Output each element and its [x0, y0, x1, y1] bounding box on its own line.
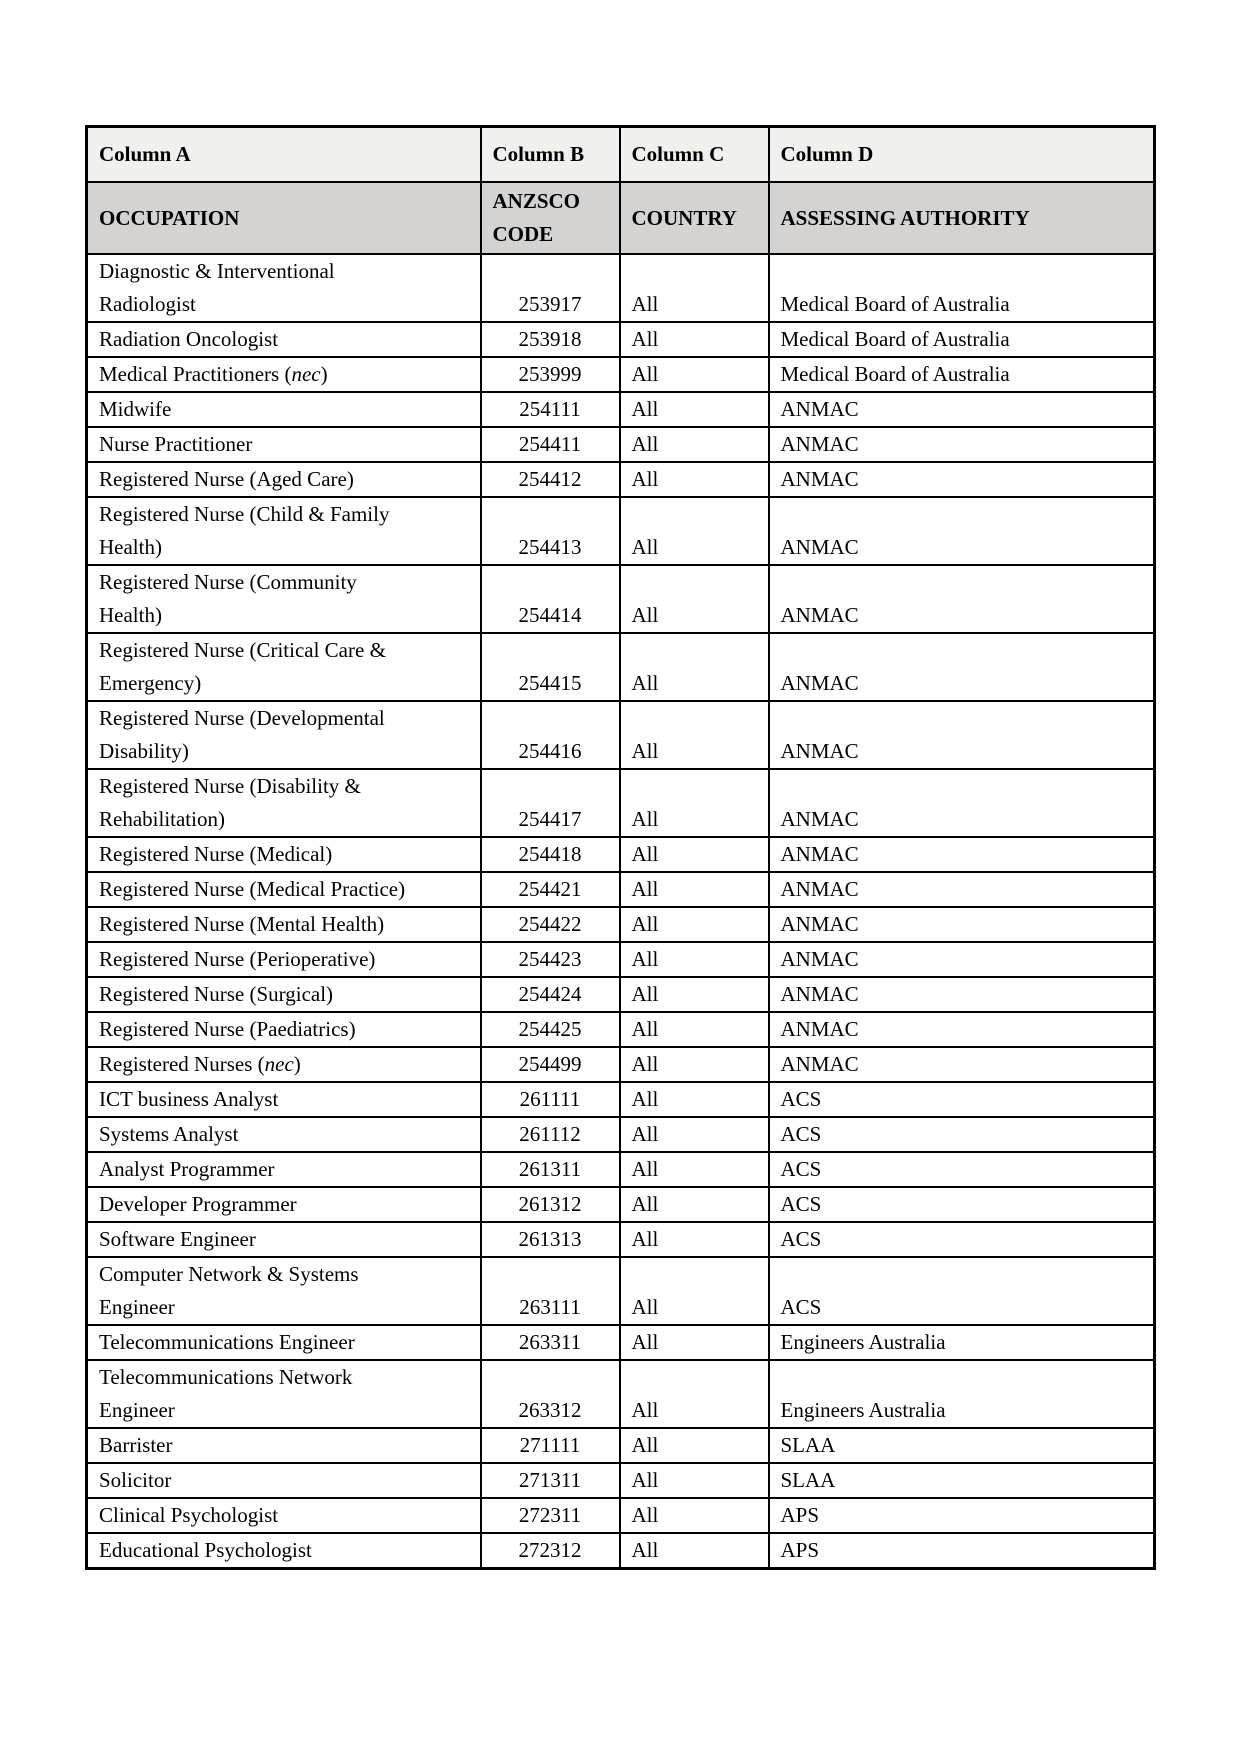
table-row [87, 1360, 1155, 1428]
table-row [87, 1498, 1155, 1533]
assessing-authority-header: ASSESSING AUTHORITY [769, 182, 1155, 254]
country-cell: All [620, 497, 769, 565]
country-cell: All [620, 427, 769, 462]
table-row [87, 907, 1155, 942]
occupation-cell: Registered Nurse (Disability & Rehabilitation) [87, 769, 481, 837]
occupation-cell: Registered Nurse (Perioperative) [87, 942, 481, 977]
occupation-cell: Registered Nurse (Medical Practice) [87, 872, 481, 907]
table-row [87, 427, 1155, 462]
occupation-cell: Registered Nurse (Aged Care) [87, 462, 481, 497]
authority-cell: ANMAC [769, 462, 1155, 497]
table-row [87, 977, 1155, 1012]
occupation-cell: Nurse Practitioner [87, 427, 481, 462]
anzsco-code-cell: 271111 [481, 1428, 620, 1463]
occupation-cell: Registered Nurse (Community Health) [87, 565, 481, 633]
anzsco-code-cell: 254417 [481, 769, 620, 837]
column-d-label: Column D [769, 127, 1155, 183]
table-body [87, 254, 1155, 1569]
country-cell: All [620, 322, 769, 357]
authority-cell: ANMAC [769, 565, 1155, 633]
country-cell: All [620, 254, 769, 322]
column-label-row [87, 127, 1155, 183]
anzsco-code-cell: 263312 [481, 1360, 620, 1428]
occupation-header: OCCUPATION [87, 182, 481, 254]
authority-cell: ACS [769, 1152, 1155, 1187]
occupation-cell: Developer Programmer [87, 1187, 481, 1222]
occupation-cell: Midwife [87, 392, 481, 427]
authority-cell: ANMAC [769, 392, 1155, 427]
country-cell: All [620, 1360, 769, 1428]
anzsco-code-cell: 263311 [481, 1325, 620, 1360]
table-row [87, 1463, 1155, 1498]
country-cell: All [620, 1533, 769, 1569]
anzsco-code-cell: 254425 [481, 1012, 620, 1047]
occupation-cell: Software Engineer [87, 1222, 481, 1257]
anzsco-code-cell: 263111 [481, 1257, 620, 1325]
table-row [87, 1012, 1155, 1047]
anzsco-code-cell: 254424 [481, 977, 620, 1012]
occupation-cell: Registered Nurse (Medical) [87, 837, 481, 872]
country-cell: All [620, 769, 769, 837]
occupation-cell: Clinical Psychologist [87, 1498, 481, 1533]
occupation-cell: Analyst Programmer [87, 1152, 481, 1187]
anzsco-code-header: ANZSCO CODE [481, 182, 620, 254]
occupation-cell: ICT business Analyst [87, 1082, 481, 1117]
country-cell: All [620, 907, 769, 942]
occupation-cell: Registered Nurse (Paediatrics) [87, 1012, 481, 1047]
table-row [87, 769, 1155, 837]
table-row [87, 392, 1155, 427]
authority-cell: Medical Board of Australia [769, 357, 1155, 392]
country-cell: All [620, 633, 769, 701]
table-row [87, 1047, 1155, 1082]
table-row [87, 1152, 1155, 1187]
authority-cell: ANMAC [769, 701, 1155, 769]
country-cell: All [620, 1498, 769, 1533]
occupation-cell: Telecommunications Engineer [87, 1325, 481, 1360]
anzsco-code-cell: 272311 [481, 1498, 620, 1533]
authority-cell: SLAA [769, 1428, 1155, 1463]
anzsco-code-cell: 253917 [481, 254, 620, 322]
table-row [87, 1117, 1155, 1152]
authority-cell: ANMAC [769, 837, 1155, 872]
authority-cell: ANMAC [769, 497, 1155, 565]
country-cell: All [620, 1257, 769, 1325]
country-cell: All [620, 1428, 769, 1463]
table-row [87, 701, 1155, 769]
authority-cell: Medical Board of Australia [769, 322, 1155, 357]
authority-cell: ANMAC [769, 427, 1155, 462]
table-row [87, 357, 1155, 392]
country-cell: All [620, 1082, 769, 1117]
table-row [87, 565, 1155, 633]
occupation-cell: Registered Nurse (Mental Health) [87, 907, 481, 942]
authority-cell: ANMAC [769, 942, 1155, 977]
authority-cell: ACS [769, 1257, 1155, 1325]
column-c-label: Column C [620, 127, 769, 183]
occupation-cell: Telecommunications Network Engineer [87, 1360, 481, 1428]
country-cell: All [620, 942, 769, 977]
anzsco-code-cell: 254411 [481, 427, 620, 462]
authority-cell: ACS [769, 1117, 1155, 1152]
occupation-cell: Registered Nurses (nec) [87, 1047, 481, 1082]
table-row [87, 497, 1155, 565]
authority-cell: ANMAC [769, 977, 1155, 1012]
table-row [87, 462, 1155, 497]
table-header [87, 127, 1155, 255]
occupation-cell: Registered Nurse (Child & Family Health) [87, 497, 481, 565]
table-row [87, 254, 1155, 322]
authority-cell: Engineers Australia [769, 1325, 1155, 1360]
table-row [87, 1257, 1155, 1325]
anzsco-code-cell: 254422 [481, 907, 620, 942]
table-row [87, 1533, 1155, 1569]
table-row [87, 837, 1155, 872]
authority-cell: ANMAC [769, 633, 1155, 701]
column-b-label: Column B [481, 127, 620, 183]
country-cell: All [620, 837, 769, 872]
country-cell: All [620, 872, 769, 907]
country-cell: All [620, 462, 769, 497]
authority-cell: ACS [769, 1082, 1155, 1117]
anzsco-code-cell: 254421 [481, 872, 620, 907]
anzsco-code-cell: 254415 [481, 633, 620, 701]
occupation-cell: Medical Practitioners (nec) [87, 357, 481, 392]
occupation-cell: Systems Analyst [87, 1117, 481, 1152]
occupation-cell: Solicitor [87, 1463, 481, 1498]
authority-cell: Medical Board of Australia [769, 254, 1155, 322]
anzsco-code-cell: 261111 [481, 1082, 620, 1117]
table-row [87, 1187, 1155, 1222]
table-row [87, 633, 1155, 701]
anzsco-code-cell: 272312 [481, 1533, 620, 1569]
country-cell: All [620, 701, 769, 769]
occupation-cell: Educational Psychologist [87, 1533, 481, 1569]
authority-cell: APS [769, 1498, 1155, 1533]
anzsco-code-cell: 254499 [481, 1047, 620, 1082]
column-a-label: Column A [87, 127, 481, 183]
anzsco-code-cell: 271311 [481, 1463, 620, 1498]
occupation-cell: Computer Network & Systems Engineer [87, 1257, 481, 1325]
occupation-cell: Registered Nurse (Developmental Disability) [87, 701, 481, 769]
occupation-cell: Radiation Oncologist [87, 322, 481, 357]
country-cell: All [620, 1325, 769, 1360]
anzsco-code-cell: 254423 [481, 942, 620, 977]
country-cell: All [620, 357, 769, 392]
anzsco-code-cell: 261112 [481, 1117, 620, 1152]
country-cell: All [620, 392, 769, 427]
anzsco-code-cell: 261313 [481, 1222, 620, 1257]
authority-cell: ANMAC [769, 1047, 1155, 1082]
occupation-cell: Barrister [87, 1428, 481, 1463]
authority-cell: ANMAC [769, 872, 1155, 907]
authority-cell: SLAA [769, 1463, 1155, 1498]
anzsco-code-cell: 254413 [481, 497, 620, 565]
country-cell: All [620, 1187, 769, 1222]
anzsco-code-cell: 253918 [481, 322, 620, 357]
country-cell: All [620, 1222, 769, 1257]
authority-cell: APS [769, 1533, 1155, 1569]
anzsco-code-cell: 261312 [481, 1187, 620, 1222]
country-cell: All [620, 565, 769, 633]
field-header-row [87, 182, 1155, 254]
table-row [87, 1222, 1155, 1257]
anzsco-code-cell: 254414 [481, 565, 620, 633]
anzsco-code-cell: 254111 [481, 392, 620, 427]
table-row [87, 1325, 1155, 1360]
authority-cell: ANMAC [769, 907, 1155, 942]
authority-cell: Engineers Australia [769, 1360, 1155, 1428]
country-cell: All [620, 1012, 769, 1047]
table-row [87, 1082, 1155, 1117]
country-cell: All [620, 1463, 769, 1498]
occupation-table [85, 125, 1156, 1570]
country-cell: All [620, 1152, 769, 1187]
authority-cell: ANMAC [769, 1012, 1155, 1047]
anzsco-code-cell: 254418 [481, 837, 620, 872]
table-row [87, 1428, 1155, 1463]
anzsco-code-cell: 254416 [481, 701, 620, 769]
table-row [87, 872, 1155, 907]
country-cell: All [620, 1117, 769, 1152]
country-cell: All [620, 977, 769, 1012]
country-cell: All [620, 1047, 769, 1082]
anzsco-code-cell: 254412 [481, 462, 620, 497]
authority-cell: ACS [769, 1187, 1155, 1222]
anzsco-code-cell: 261311 [481, 1152, 620, 1187]
country-header: COUNTRY [620, 182, 769, 254]
table-row [87, 942, 1155, 977]
authority-cell: ANMAC [769, 769, 1155, 837]
occupation-cell: Diagnostic & Interventional Radiologist [87, 254, 481, 322]
occupation-cell: Registered Nurse (Critical Care & Emergency) [87, 633, 481, 701]
authority-cell: ACS [769, 1222, 1155, 1257]
table-row [87, 322, 1155, 357]
anzsco-code-cell: 253999 [481, 357, 620, 392]
occupation-cell: Registered Nurse (Surgical) [87, 977, 481, 1012]
